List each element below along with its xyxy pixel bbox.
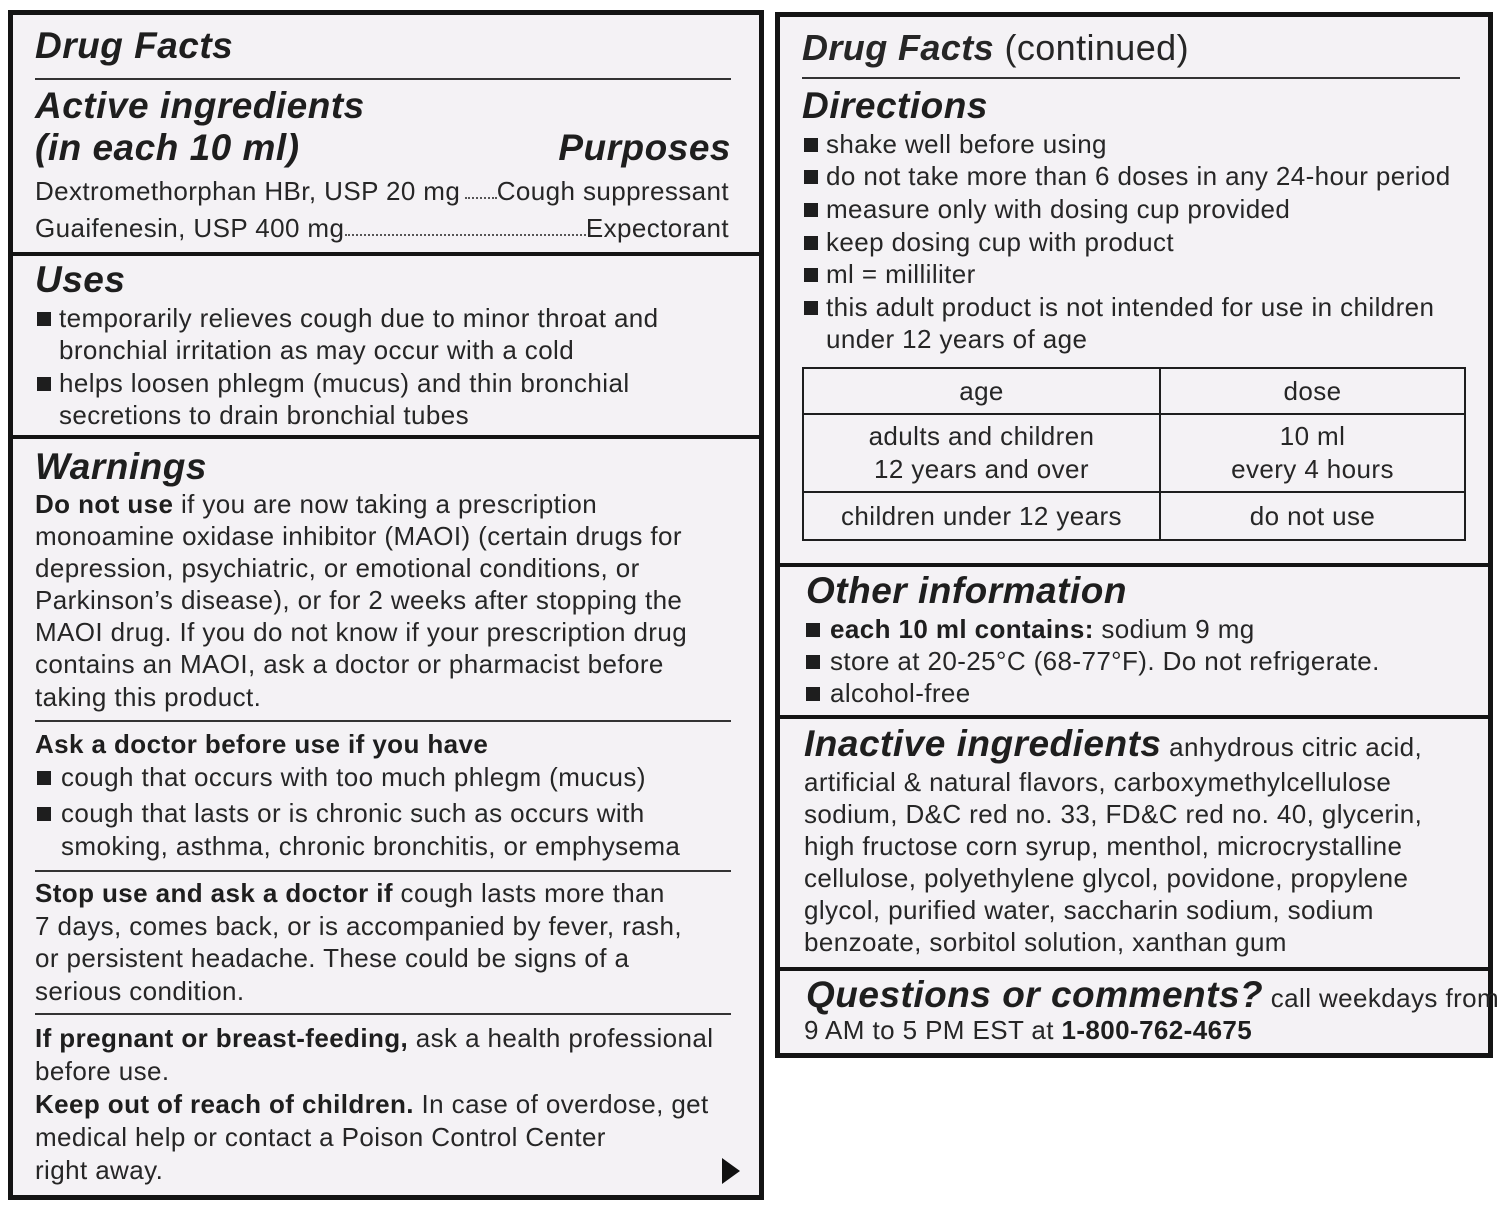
- bullet-icon: [806, 687, 820, 701]
- section-divider: [13, 252, 759, 256]
- warnings-divider: [35, 870, 731, 872]
- uses-line: helps loosen phlegm (mucus) and thin bronchial: [59, 368, 630, 398]
- ask-doctor-line: cough that occurs with too much phlegm (mucus): [61, 762, 646, 792]
- cell-line: do not use: [1249, 500, 1376, 531]
- other-info-label: each 10 ml contains:: [830, 614, 1094, 644]
- dot-leader: [345, 234, 590, 236]
- directions-line: ml = milliliter: [826, 259, 976, 289]
- directions-line: shake well before using: [826, 129, 1107, 159]
- drug-facts-panel-right: [775, 12, 1500, 1058]
- table-header: dose: [1160, 368, 1465, 414]
- cell-line: adults and children: [868, 421, 1095, 451]
- inactive-line: sodium, D&C red no. 33, FD&C red no. 40, glycerin,: [804, 799, 1423, 829]
- bullet-icon: [806, 655, 820, 669]
- other-info-line: store at 20-25°C (68-77°F). Do not refrigerate.: [830, 646, 1380, 676]
- warnings-text: if you are now taking a prescription: [173, 489, 598, 519]
- stop-use-line: serious condition.: [35, 976, 245, 1006]
- other-info-line: alcohol-free: [830, 678, 971, 708]
- directions-line: keep dosing cup with product: [826, 227, 1174, 257]
- table-row: [803, 414, 1465, 492]
- questions-line: [804, 1014, 1252, 1046]
- uses-line: bronchial irritation as may occur with a cold: [59, 335, 575, 365]
- warnings-divider: [35, 1013, 731, 1015]
- pregnant-line: before use.: [35, 1056, 170, 1086]
- inactive-line: glycol, purified water, saccharin sodium, sodium: [804, 895, 1374, 925]
- ingredient-purpose: Cough suppressant: [496, 176, 729, 206]
- cell-line: children under 12 years: [841, 500, 1122, 531]
- stop-use-text: cough lasts more than: [392, 878, 665, 908]
- section-divider: [780, 563, 1488, 567]
- ingredient-name: Dextromethorphan HBr, USP 20 mg: [35, 176, 461, 206]
- bullet-icon: [804, 268, 818, 282]
- table-cell-dose: [1160, 492, 1465, 540]
- pregnant-text: ask a health professional: [408, 1023, 714, 1053]
- inactive-line: artificial & natural flavors, carboxymethylcellulose: [804, 767, 1392, 797]
- cell-line: 12 years and over: [874, 454, 1089, 484]
- ingredient-purpose: Expectorant: [585, 213, 729, 243]
- directions-heading: Directions: [802, 85, 988, 126]
- directions-line: measure only with dosing cup provided: [826, 194, 1291, 224]
- stop-use-line: or persistent headache. These could be signs of a: [35, 943, 630, 973]
- drug-facts-panel-left: [8, 10, 764, 1200]
- keep-out-line: right away.: [35, 1155, 164, 1185]
- stop-use-line: [35, 877, 665, 909]
- stop-use-line: 7 days, comes back, or is accompanied by fever, rash,: [35, 911, 682, 941]
- do-not-use-label: Do not use: [35, 489, 174, 519]
- warnings-line: Parkinson’s disease), or for 2 weeks after stopping the: [35, 585, 683, 615]
- other-info-value: sodium 9 mg: [1093, 614, 1255, 644]
- keep-out-line: medical help or contact a Poison Control Center: [35, 1122, 606, 1152]
- inactive-line: high fructose corn syrup, menthol, microcrystalline: [804, 831, 1403, 861]
- inactive-line: benzoate, sorbitol solution, xanthan gum: [804, 927, 1287, 957]
- bullet-icon: [37, 312, 51, 326]
- dot-leader: [465, 197, 497, 199]
- cell-line: 10 ml: [1279, 421, 1346, 451]
- table-cell-dose: [1160, 414, 1465, 492]
- other-information-heading: Other information: [806, 570, 1127, 611]
- continued-suffix: (continued): [994, 27, 1189, 68]
- directions-line: this adult product is not intended for use in children: [826, 292, 1435, 322]
- uses-line: secretions to drain bronchial tubes: [59, 400, 470, 430]
- ask-doctor-heading: Ask a doctor before use if you have: [35, 729, 489, 759]
- active-ingredients-subheading: (in each 10 ml): [35, 127, 300, 168]
- questions-heading: Questions or comments?: [806, 974, 1264, 1015]
- stop-use-label: Stop use and ask a doctor if: [35, 878, 393, 908]
- table-cell-age: [803, 492, 1160, 540]
- drug-facts-title: Drug Facts: [35, 25, 234, 66]
- inactive-text: anhydrous citric acid,: [1161, 732, 1423, 762]
- pregnant-line: [35, 1022, 713, 1054]
- bullet-icon: [804, 236, 818, 250]
- warnings-line: depression, psychiatric, or emotional conditions, or: [35, 553, 640, 583]
- table-header-row: [803, 368, 1465, 414]
- inactive-ingredients-heading: Inactive ingredients: [804, 723, 1162, 764]
- section-divider: [780, 967, 1488, 971]
- warnings-line: MAOI drug. If you do not know if your prescription drug: [35, 617, 688, 647]
- other-info-line: [830, 613, 1255, 645]
- directions-line: do not take more than 6 doses in any 24-hour period: [826, 161, 1451, 191]
- inactive-first-line: [804, 723, 1422, 765]
- uses-line: temporarily relieves cough due to minor throat and: [59, 303, 659, 333]
- active-ingredients-heading: Active ingredients: [35, 85, 365, 126]
- uses-heading: Uses: [35, 259, 126, 300]
- pregnant-label: If pregnant or breast-feeding,: [35, 1023, 409, 1053]
- warnings-line: contains an MAOI, ask a doctor or pharmacist before: [35, 649, 664, 679]
- inactive-line: cellulose, polyethylene glycol, povidone, propylene: [804, 863, 1409, 893]
- bullet-icon: [37, 771, 51, 785]
- warnings-heading: Warnings: [35, 446, 207, 487]
- table-header: age: [803, 368, 1160, 414]
- bullet-icon: [37, 807, 51, 821]
- bullet-icon: [804, 170, 818, 184]
- questions-first-line: [806, 974, 1499, 1016]
- continued-title-line: [802, 27, 1189, 69]
- keep-out-line: [35, 1088, 709, 1120]
- bullet-icon: [806, 623, 820, 637]
- purposes-heading: Purposes: [558, 127, 731, 168]
- cell-line: every 4 hours: [1231, 454, 1394, 484]
- warnings-divider: [35, 720, 731, 722]
- phone-number[interactable]: 1-800-762-4675: [1061, 1015, 1253, 1045]
- continue-arrow-icon: [722, 1158, 740, 1184]
- table-cell-age: [803, 414, 1160, 492]
- ask-doctor-line: cough that lasts or is chronic such as occurs with: [61, 798, 645, 828]
- ask-doctor-line: smoking, asthma, chronic bronchitis, or emphysema: [61, 831, 681, 861]
- title-divider: [802, 77, 1460, 79]
- bullet-icon: [804, 138, 818, 152]
- table-row: [803, 492, 1465, 540]
- directions-line: under 12 years of age: [826, 324, 1088, 354]
- keep-out-label: Keep out of reach of children.: [35, 1089, 414, 1119]
- ingredient-name: Guaifenesin, USP 400 mg: [35, 213, 345, 243]
- warnings-line: monoamine oxidase inhibitor (MAOI) (certain drugs for: [35, 521, 682, 551]
- questions-text: call weekdays from: [1263, 983, 1500, 1013]
- bullet-icon: [37, 377, 51, 391]
- section-divider: [13, 435, 759, 439]
- bullet-icon: [804, 301, 818, 315]
- bullet-icon: [804, 203, 818, 217]
- dosage-table: [802, 367, 1466, 541]
- section-divider: [780, 715, 1488, 719]
- continued-title: Drug Facts: [802, 27, 995, 68]
- title-divider: [35, 78, 731, 80]
- warnings-line: [35, 488, 597, 520]
- questions-text: 9 AM to 5 PM EST at: [804, 1015, 1062, 1045]
- keep-out-text: In case of overdose, get: [413, 1089, 709, 1119]
- warnings-line: taking this product.: [35, 682, 262, 712]
